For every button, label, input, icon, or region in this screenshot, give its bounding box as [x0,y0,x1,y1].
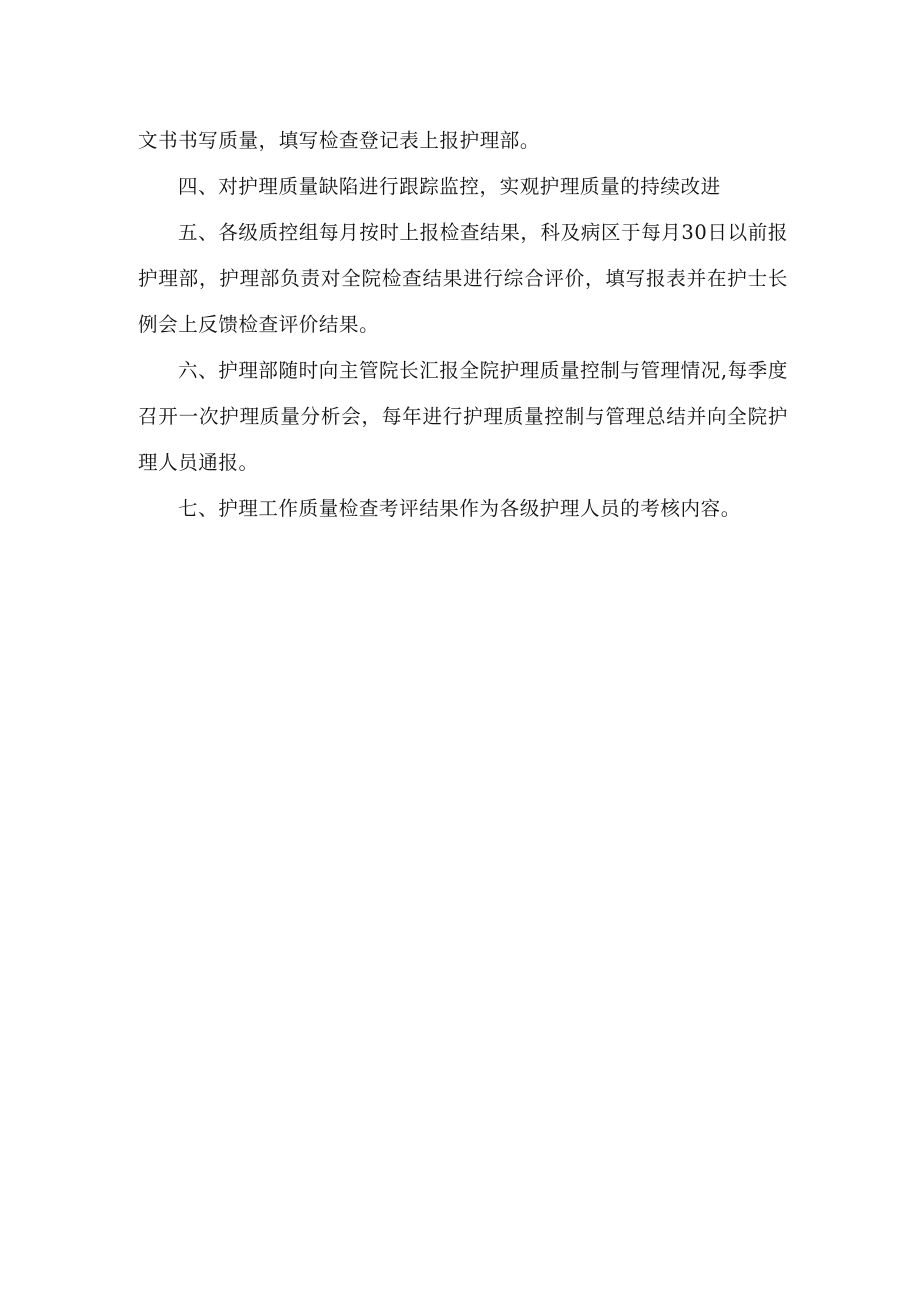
paragraph-item-5: 五、各级质控组每月按时上报检查结果，科及病区于每月30日以前报护理部，护理部负责对全院检查结果进行综合评价，填写报表并在护士长例会上反馈检查评价结果。 [138,221,788,336]
paragraph-item-6: 六、护理部随时向主管院长汇报全院护理质量控制与管理情况,每季度召开一次护理质量分析会，每年进行护理质量控制与管理总结并向全院护理人员通报。 [138,359,788,474]
document-body [138,118,788,532]
paragraph-continuation: 文书书写质量，填写检查登记表上报护理部。 [138,129,541,152]
paragraph-item-7: 七、护理工作质量检查考评结果作为各级护理人员的考核内容。 [178,497,741,520]
paragraph-item-4: 四、对护理质量缺陷进行跟踪监控，实观护理质量的持续改进 [178,175,721,198]
